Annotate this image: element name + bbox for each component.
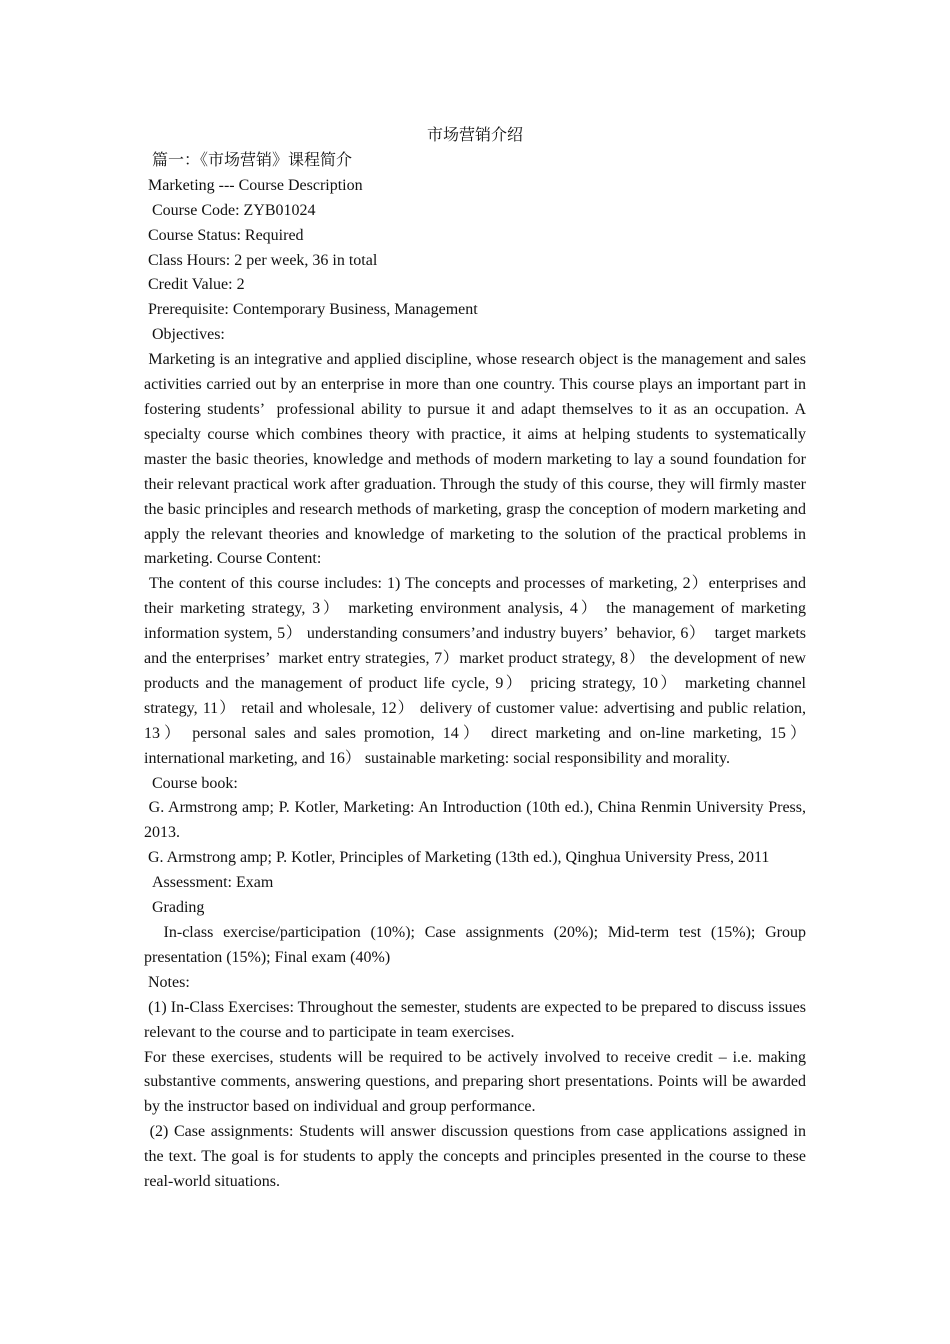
document-page: [144, 124, 811, 1195]
grading-paragraph: In-class exercise/participation (10%); Case assignments (20%); Mid-term test (15%); Group presentation (15%); Final exam (40%): [144, 924, 811, 966]
assessment-line: Assessment: Exam: [144, 874, 274, 892]
section-heading: 篇一：《市场营销》课程简介: [144, 151, 353, 169]
document-title: 市场营销介绍: [426, 127, 523, 144]
class-hours-line: Class Hours: 2 per week, 36 in total: [144, 251, 378, 269]
course-name-line: Marketing --- Course Description: [144, 176, 363, 194]
course-content-paragraph: The content of this course includes: 1) The concepts and processes of marketing, 2）enterprises and their marketing strategy, 3） marketing environment analysis, 4） the management of marketing information system, 5） understanding consumers’and industry buyers’ behavior, 6） target markets and the enterprises’ market entry strategies, 7）market product strategy, 8） the development of new products and the management of product life cycle, 9） pricing strategy, 10） marketing channel strategy, 11） retail and wholesale, 12） delivery of customer value: advertising and public relation, 13） personal sales and sales promotion, 14） direct marketing and on-line marketing, 15） international marketing, and 16） sustainable marketing: social responsibility and morality.: [144, 575, 811, 767]
objectives-paragraph: Marketing is an integrative and applied discipline, whose research object is the management and sales activities carried out by an enterprise in more than one country. This course plays an important part in fostering students’ professional ability to pursue it and adapt themselves to it as an occupation. A specialty course which combines theory with practice, it aims at helping students to systematically master the basic theories, knowledge and methods of modern marketing to lay a sound foundation for their relevant practical work after graduation. Through the study of this course, they will firmly master the basic principles and research methods of marketing, grasp the conception of modern marketing and apply the relevant theories and knowledge of marketing to the solution of the practical problems in marketing. Course Content:: [144, 351, 811, 568]
objectives-heading: Objectives:: [144, 326, 225, 344]
course-code-line: Course Code: ZYB01024: [144, 201, 316, 219]
course-book-2: G. Armstrong amp; P. Kotler, Principles of Marketing (13th ed.), Qinghua University Press, 2011: [144, 849, 770, 867]
note-case-assignments: (2) Case assignments: Students will answer discussion questions from case applications assigned in the text. The goal is for students to apply the concepts and principles presented in the course to these real-world situations.: [144, 1123, 810, 1191]
course-book-heading: Course book:: [144, 774, 238, 792]
note-in-class-exercises: (1) In-Class Exercises: Throughout the semester, students are expected to be prepared to discuss issues relevant to the course and to participate in team exercises.: [144, 998, 811, 1041]
prerequisite-line: Prerequisite: Contemporary Business, Management: [144, 301, 478, 319]
credit-value-line: Credit Value: 2: [144, 276, 245, 294]
grading-heading: Grading: [144, 899, 205, 917]
note-exercise-details: For these exercises, students will be required to be actively involved to receive credit – i.e. making substantive comments, answering questions, and preparing short presentations. Points will be awarded by the instructor based on individual and group performance.: [144, 1048, 810, 1116]
course-book-1: G. Armstrong amp; P. Kotler, Marketing: An Introduction (10th ed.), China Renmin University Press, 2013.: [144, 799, 811, 842]
notes-heading: Notes:: [144, 973, 190, 991]
course-status-line: Course Status: Required: [144, 226, 304, 244]
